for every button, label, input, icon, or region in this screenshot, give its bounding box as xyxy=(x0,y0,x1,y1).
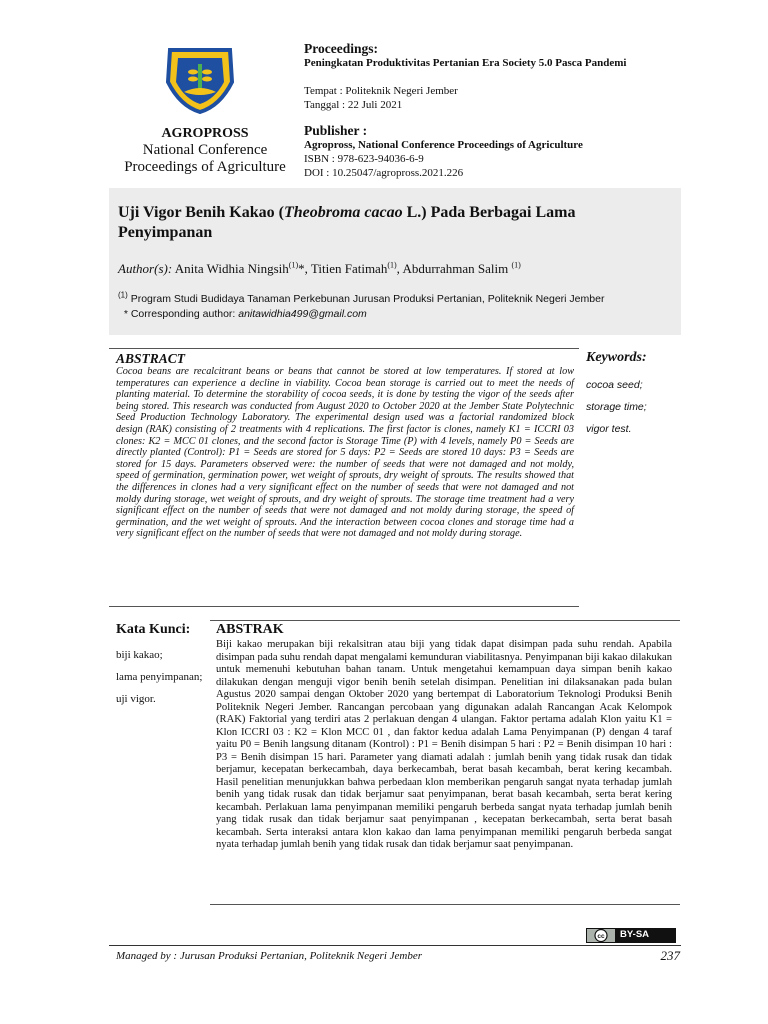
abstract-rule-top xyxy=(109,348,579,349)
keyword-item: storage time; xyxy=(586,401,647,413)
venue: Tempat : Politeknik Negeri Jember xyxy=(304,85,458,97)
org-sub1: National Conference xyxy=(142,142,268,158)
kata-kunci-heading: Kata Kunci: xyxy=(116,622,191,637)
corresponding-email[interactable]: anitawidhia499@gmail.com xyxy=(238,308,367,320)
date: Tanggal : 22 Juli 2021 xyxy=(304,99,403,111)
org-block xyxy=(110,125,300,176)
abstrak-rule-bottom xyxy=(210,904,680,905)
abstrak-heading: ABSTRAK xyxy=(216,622,284,637)
institution-logo xyxy=(162,44,238,114)
page-number: 237 xyxy=(660,948,680,963)
footer-rule xyxy=(109,945,681,946)
proceedings-info xyxy=(304,42,744,180)
affiliation: $^{(1)}$ Program Studi Budidaya Tanaman Perkebunan Jurusan Produksi Pertanian, Politeknik Negeri Jember * Corresponding author: anitawidhia499@gmail.com xyxy=(118,290,605,320)
abstrak-body: Biji kakao merupakan biji rekalsitran atau biji yang tidak dapat disimpan pada suhu rendah. Apabila disimpan pada suhu rendah dapat mengalami kemunduran viabilitasnya. Penyimpanan biji kakao dilakukan untuk memenuhi kebutuhan bahan tanam. Untuk mengetahui kemampuan daya simpan benih kakao dilakukan dengan menguji vigor benih benih setelah disimpan. Penelitian ini dilaksanakan pada bulan Agustus 2020 sampai dengan Oktober 2020 yang bertempat di Laboratorium Teknologi Produksi Benih Politeknik Negeri Jember. Rancangan percobaan yang digunakan adalah Rancangan Acak Kelompok (RAK) Faktorial yang terdiri atas 2 perlakuan dengan 4 ulangan. Faktor pertama adalah Klon yaitu K1 = Klon ICCRI 03 : K2 = Klon MCC 01 , dan faktor kedua adalah Lama Penyimpanan (P) dengan 4 taraf yaitu P0 = Benih langsung ditanam (Kontrol) : P1 = Benih disimpan 5 hari : P2 = Benih disimpan 10 hari : P3 = Benih disimpan 15 hari. Parameter yang diamati adalah : jumlah benih yang tidak rusak dan tidak berjamur, kecepatan berkecambah, daya berkecambah, berat basah kecambah, berat kering kecambah. Hasil penelitian menunjukkan bahwa perbedaan klon memberikan pengaruh sangat nyata terhadap jumlah benih yang tidak rusak dan tidak berjamur saat penyimpanan, berat basah kecambah, serta berat kering kecambah. Perlakuan lama penyimpanan memiliki pengaruh berbeda sangat nyata terhadap jumlah benih yang tidak rusak dan tidak berjamur saat penyimpanan , kecepatan berkecambah, serta berat basah kecambah. Serta interaksi antara klon kakao dan lama penyimpanan memiliki pengaruh berbeda sangat nyata terhadap jumlah benih yang tidak rusak dan tidak berjamur saat penyimpanan. xyxy=(216,639,672,850)
kata-kunci-list xyxy=(116,646,211,708)
isbn: ISBN : 978-623-94036-6-9 xyxy=(304,153,424,165)
license-label: BY-SA xyxy=(620,929,650,940)
org-name: AGROPROSS xyxy=(161,126,249,141)
org-sub2: Proceedings of Agriculture xyxy=(124,159,286,175)
abstract-body: Cocoa beans are recalcitrant beans or beans that cannot be stored at low temperatures. If stored at low temperatures can experience a decline in viability. Cocoa bean storage is carried out to meet the needs of planting material. To determine the storability of cocoa seeds, it is done by testing the vigor of the seeds after being stored. This research was conducted from August 2020 to October 2020 at the Jember State Polytechnic Seed Production Technology Laboratory. The experimental design used was a factorial randomized block design (RAK) consisting of 2 treatments with 4 replications. The first factor is clones, namely K1 = ICCRI 03 clones: K2 = MCC 01 clones, and the second factor is Storage Time (P) with 4 levels, namely P0 = Seeds are directly planted (Control): P1 = Seeds are stored for 5 days: P2 = Seeds are stored 10 days: P3 = Seeds are stored for 15 days. Parameters observed were: the number of seeds that were not damaged and not moldy, speed of germination, germination power, wet weight of sprouts, dry weight of sprouts. The results showed that the differences in clones had a very significant effect on the number of seeds that were not damaged and not moldy during storage, wet weight of sprouts, and dry weight of sprouts. The storage time treatment had a very significant effect on the number of seeds that were not damaged and not moldy during storage, the speed of germination, and the wet weight of sprouts. And the interaction between cocoa clones and storage time had a very significant effect on the number of seeds that were not damaged and not moldy during storage. xyxy=(116,366,574,540)
keywords-list xyxy=(586,374,686,440)
keyword-item: vigor test. xyxy=(586,423,632,435)
kata-kunci-item: biji kakao; xyxy=(116,649,163,661)
proceedings-title: Peningkatan Produktivitas Pertanian Era Society 5.0 Pasca Pandemi xyxy=(304,57,627,69)
cc-license-badge[interactable] xyxy=(586,928,676,943)
kata-kunci-item: lama penyimpanan; xyxy=(116,671,203,683)
publisher-label: Publisher : xyxy=(304,123,368,138)
author-list: Author(s): Anita Widhia Ningsih$^{(1)}$*, Titien Fatimah$^{(1)}$, Abdurrahman Salim $^{(1)}$ xyxy=(118,260,521,276)
doi[interactable]: DOI : 10.25047/agropross.2021.226 xyxy=(304,167,464,179)
abstrak-rule-top xyxy=(210,620,680,621)
authors-label: Author(s): xyxy=(118,261,173,276)
kata-kunci-item: uji vigor. xyxy=(116,693,156,705)
keyword-item: cocoa seed; xyxy=(586,379,643,391)
keywords-heading: Keywords: xyxy=(586,350,647,365)
abstract-heading: ABSTRACT xyxy=(116,351,186,366)
proceedings-label: Proceedings: xyxy=(304,41,378,56)
footer-managed-by: Managed by : Jurusan Produksi Pertanian, Politeknik Negeri Jember xyxy=(116,950,422,962)
svg-text:cc: cc xyxy=(597,933,605,940)
publisher-name: Agropross, National Conference Proceedings of Agriculture xyxy=(304,139,583,151)
article-title: Uji Vigor Benih Kakao (Theobroma cacao L.) Pada Berbagai Lama Penyimpanan xyxy=(118,204,576,241)
abstract-rule-bottom xyxy=(109,606,579,607)
